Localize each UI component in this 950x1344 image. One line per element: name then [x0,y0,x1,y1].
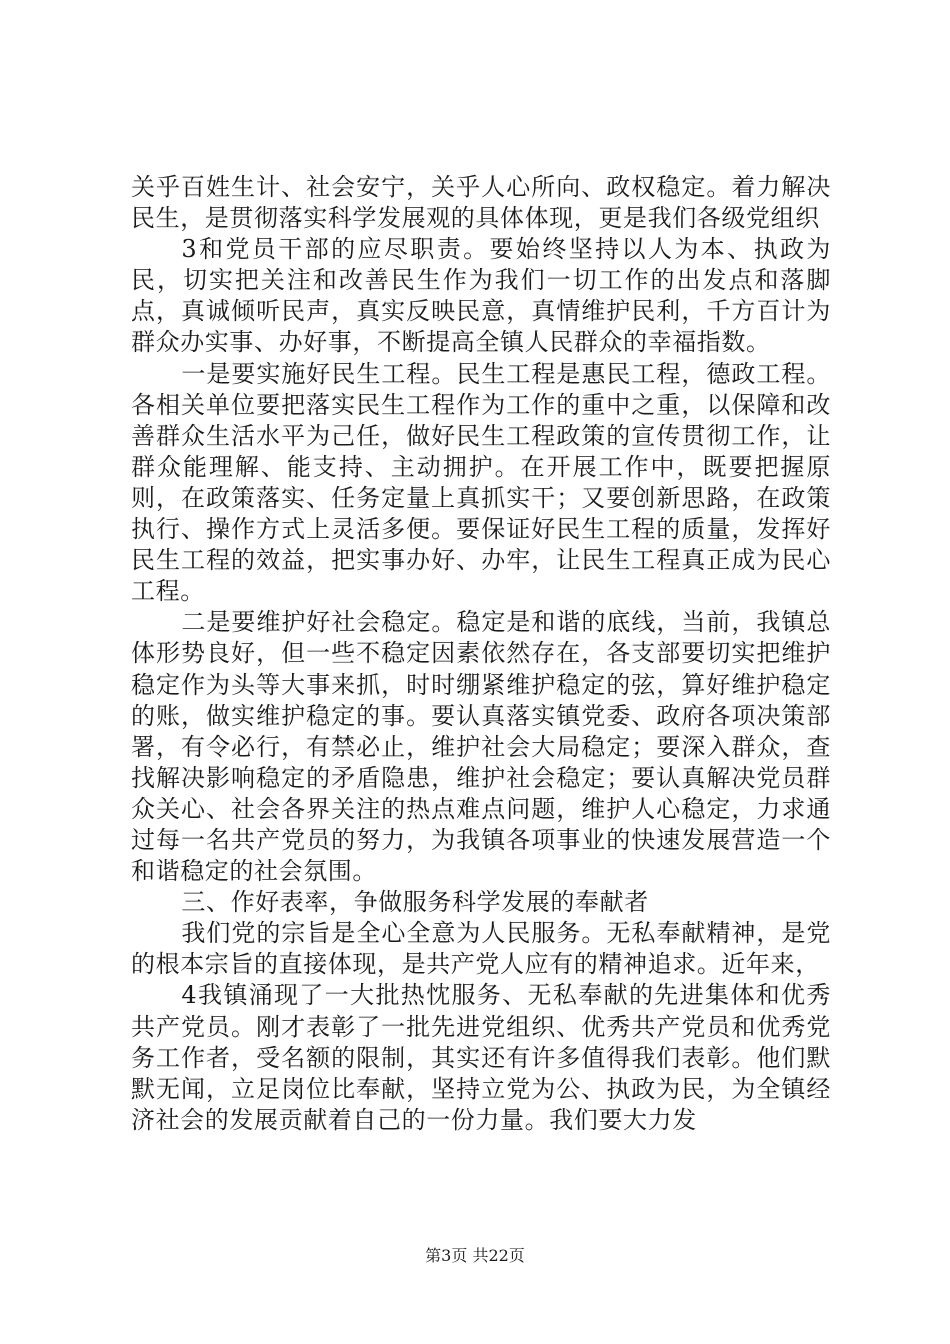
paragraph-2: 3和党员干部的应尽职责。要始终坚持以人为本、执政为民，切实把关注和改善民生作为我们一切工作的出发点和落脚点，真诚倾听民声，真实反映民意，真情维护民利，千方百计为群众办实事、办好事，不断提高全镇人民群众的幸福指数。 [131,235,831,357]
paragraph-7: 4我镇涌现了一大批热忱服务、无私奉献的先进集体和优秀共产党员。刚才表彰了一批先进党组织、优秀共产党员和优秀党务工作者，受名额的限制，其实还有许多值得我们表彰。他们默默无闻，立足岗位比奉献，坚持立党为公、执政为民，为全镇经济社会的发展贡献着自己的一份力量。我们要大力发 [131,981,831,1134]
paragraph-4: 二是要维护好社会稳定。稳定是和谐的底线，当前，我镇总体形势良好，但一些不稳定因素依然存在，各支部要切实把维护稳定作为头等大事来抓，时时绷紧维护稳定的弦，算好维护稳定的账，做实维护稳定的事。要认真落实镇党委、政府各项决策部署，有令必行，有禁必止，维护社会大局稳定；要深入群众，查找解决影响稳定的矛盾隐患，维护社会稳定；要认真解决党员群众关心、社会各界关注的热点难点问题，维护人心稳定，力求通过每一名共产党员的努力，为我镇各项事业的快速发展营造一个和谐稳定的社会氛围。 [131,608,831,886]
paragraph-3: 一是要实施好民生工程。民生工程是惠民工程，德政工程。各相关单位要把落实民生工程作为工作的重中之重，以保障和改善群众生活水平为己任，做好民生工程政策的宣传贯彻工作，让群众能理解、能支持、主动拥护。在开展工作中，既要把握原则，在政策落实、任务定量上真抓实干；又要创新思路，在政策执行、操作方式上灵活多便。要保证好民生工程的质量，发挥好民生工程的效益，把实事办好、办牢，让民生工程真正成为民心工程。 [131,359,831,606]
document-body [131,172,831,1136]
section-heading: 三、作好表率，争做服务科学发展的奉献者 [181,888,649,917]
paragraph-1: 关乎百姓生计、社会安宁，关乎人心所向、政权稳定。着力解决民生，是贯彻落实科学发展观的具体体现，更是我们各级党组织 [131,173,831,233]
paragraph-6: 我们党的宗旨是全心全意为人民服务。无私奉献精神，是党的根本宗旨的直接体现，是共产党人应有的精神追求。近年来， [131,919,831,979]
page-number-footer: 第3页 共22页 [425,1246,525,1265]
